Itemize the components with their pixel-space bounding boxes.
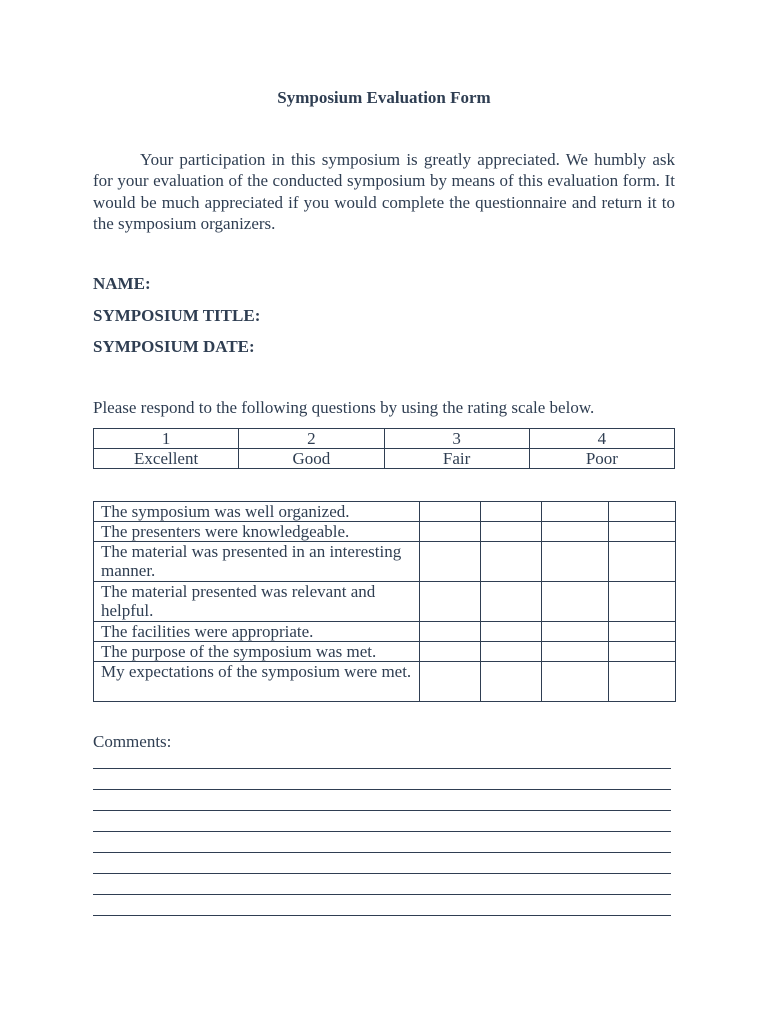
comment-line[interactable]: [93, 831, 671, 832]
question-cell: The facilities were appropriate.: [94, 622, 420, 642]
rating-cell[interactable]: [420, 542, 481, 582]
rating-cell[interactable]: [609, 642, 676, 662]
table-row: [94, 522, 676, 542]
comment-line[interactable]: [93, 915, 671, 916]
rating-cell[interactable]: [420, 642, 481, 662]
rating-cell[interactable]: [609, 522, 676, 542]
scale-number-cell: 2: [239, 429, 384, 449]
evaluation-table: [93, 501, 676, 702]
table-row: [94, 582, 676, 622]
table-row: [94, 662, 676, 702]
scale-number-cell: 1: [94, 429, 239, 449]
rating-cell[interactable]: [481, 542, 542, 582]
scale-label-cell: Poor: [529, 449, 674, 469]
rating-cell[interactable]: [609, 502, 676, 522]
scale-number-row: [94, 429, 675, 449]
rating-cell[interactable]: [609, 662, 676, 702]
rating-cell[interactable]: [542, 642, 609, 662]
question-cell: The material was presented in an interesting manner.: [94, 542, 420, 582]
rating-cell[interactable]: [420, 522, 481, 542]
table-row: [94, 622, 676, 642]
rating-cell[interactable]: [420, 662, 481, 702]
symposium-date-field-label: SYMPOSIUM DATE:: [93, 337, 255, 356]
rating-cell[interactable]: [542, 662, 609, 702]
rating-cell[interactable]: [609, 622, 676, 642]
comment-line[interactable]: [93, 789, 671, 790]
rating-cell[interactable]: [481, 662, 542, 702]
rating-cell[interactable]: [481, 582, 542, 622]
table-row: [94, 502, 676, 522]
name-field-label: NAME:: [93, 274, 151, 293]
rating-cell[interactable]: [420, 582, 481, 622]
table-row: [94, 642, 676, 662]
comments-label: Comments:: [93, 732, 172, 751]
rating-cell[interactable]: [420, 502, 481, 522]
comment-line[interactable]: [93, 852, 671, 853]
comment-line[interactable]: [93, 768, 671, 769]
scale-label-row: [94, 449, 675, 469]
rating-cell[interactable]: [542, 502, 609, 522]
rating-scale-table: [93, 428, 675, 469]
question-cell: The purpose of the symposium was met.: [94, 642, 420, 662]
rating-cell[interactable]: [481, 522, 542, 542]
scale-number-cell: 3: [384, 429, 529, 449]
symposium-title-field-label: SYMPOSIUM TITLE:: [93, 306, 261, 325]
comment-line[interactable]: [93, 894, 671, 895]
table-row: [94, 542, 676, 582]
question-cell: My expectations of the symposium were met.: [94, 662, 420, 702]
rating-cell[interactable]: [609, 582, 676, 622]
scale-label-cell: Fair: [384, 449, 529, 469]
rating-cell[interactable]: [542, 622, 609, 642]
rating-cell[interactable]: [420, 622, 481, 642]
question-cell: The symposium was well organized.: [94, 502, 420, 522]
question-cell: The material presented was relevant and helpful.: [94, 582, 420, 622]
rating-cell[interactable]: [481, 502, 542, 522]
rating-cell[interactable]: [542, 582, 609, 622]
scale-label-cell: Excellent: [94, 449, 239, 469]
scale-label-cell: Good: [239, 449, 384, 469]
rating-cell[interactable]: [481, 642, 542, 662]
question-cell: The presenters were knowledgeable.: [94, 522, 420, 542]
rating-cell[interactable]: [542, 542, 609, 582]
rating-instructions: Please respond to the following questions by using the rating scale below.: [93, 398, 595, 417]
rating-cell[interactable]: [542, 522, 609, 542]
comment-line[interactable]: [93, 873, 671, 874]
scale-number-cell: 4: [529, 429, 674, 449]
comment-line[interactable]: [93, 810, 671, 811]
rating-cell[interactable]: [609, 542, 676, 582]
intro-paragraph: Your participation in this symposium is greatly appreciated. We humbly ask for your evaluation of the conducted symposium by means of this evaluation form. It would be much appreciated if you would complete the questionnaire and return it to the symposium organizers.: [93, 150, 675, 233]
form-title: Symposium Evaluation Form: [277, 88, 491, 107]
rating-cell[interactable]: [481, 622, 542, 642]
